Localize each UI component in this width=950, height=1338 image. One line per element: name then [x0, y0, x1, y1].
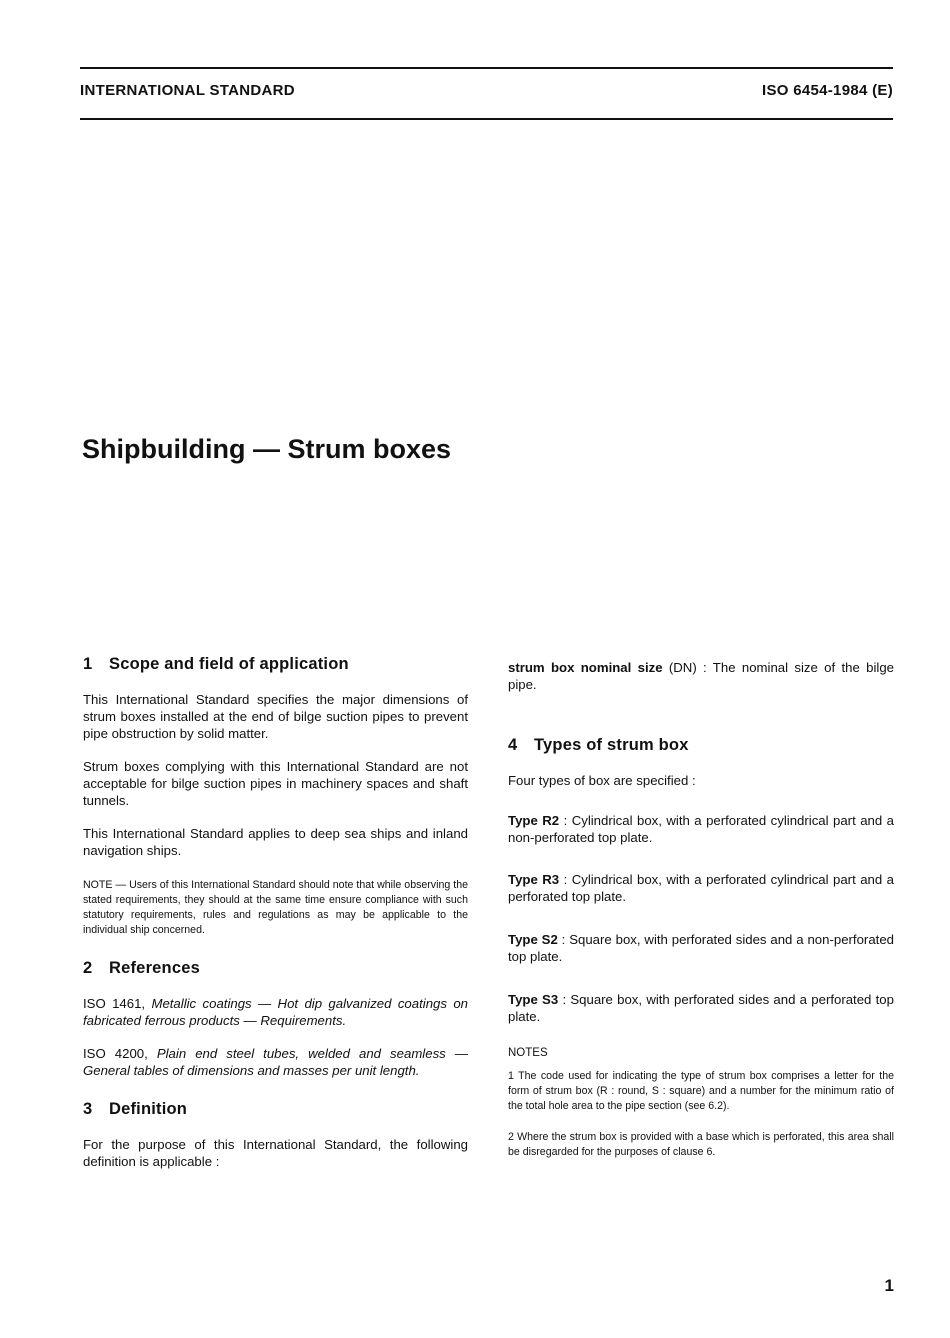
left-column	[83, 656, 468, 1186]
scope-paragraph-3: This International Standard applies to deep sea ships and inland navigation ships.	[83, 826, 468, 858]
header-document-number: ISO 6454-1984 (E)	[761, 82, 893, 99]
type-r3-label: Type R3	[508, 872, 560, 887]
reference-1-title: Metallic coatings — Hot dip galvanized coatings on fabricated ferrous products — Requirements.	[83, 996, 468, 1028]
section-2-title: References	[109, 959, 200, 977]
types-note-2: 2 Where the strum box is provided with a base which is perforated, this area shall be disregarded for the purposes of clause 6.	[508, 1131, 894, 1158]
type-r2-label: Type R2	[508, 813, 560, 828]
section-4-heading	[508, 737, 894, 754]
notes-label: NOTES	[508, 1047, 548, 1059]
section-4-title: Types of strum box	[534, 736, 689, 754]
header-rule-bottom	[80, 118, 893, 120]
type-s2-text: : Square box, with perforated sides and a non-perforated top plate.	[508, 932, 894, 964]
type-s3-label: Type S3	[508, 992, 559, 1007]
types-intro: Four types of box are specified :	[508, 773, 696, 788]
reference-1-code: ISO 1461,	[83, 996, 152, 1011]
document-title: Shipbuilding — Strum boxes	[82, 434, 452, 464]
definition-intro: For the purpose of this International Standard, the following definition is applicable :	[83, 1137, 468, 1169]
type-r3-item	[508, 871, 894, 905]
section-4-number: 4	[508, 736, 518, 754]
header-standard-label: INTERNATIONAL STANDARD	[80, 82, 295, 99]
right-column	[508, 659, 894, 1176]
definition-term: strum box nominal size	[508, 660, 663, 675]
header-rule-top	[80, 67, 893, 69]
section-1-heading	[83, 656, 468, 673]
type-s2-item	[508, 931, 894, 965]
type-r3-text: : Cylindrical box, with a perforated cylindrical part and a perforated top plate.	[508, 872, 894, 904]
type-r2-text: : Cylindrical box, with a perforated cylindrical part and a non-perforated top plate.	[508, 813, 894, 845]
definition-text: (DN) : The nominal size of the bilge pipe.	[508, 660, 894, 692]
type-s3-text: : Square box, with perforated sides and a perforated top plate.	[508, 992, 894, 1024]
scope-paragraph-1: This International Standard specifies the major dimensions of strum boxes installed at the end of bilge suction pipes to prevent pipe obstruction by solid matter.	[83, 692, 468, 741]
reference-iso-4200	[83, 1045, 468, 1079]
type-s2-label: Type S2	[508, 932, 558, 947]
section-3-number: 3	[83, 1100, 93, 1118]
section-2-number: 2	[83, 959, 93, 977]
section-1-number: 1	[83, 655, 93, 673]
type-r2-item	[508, 812, 894, 846]
section-3-heading	[83, 1101, 468, 1118]
section-1-title: Scope and field of application	[109, 655, 349, 673]
type-s3-item	[508, 991, 894, 1025]
reference-2-code: ISO 4200,	[83, 1046, 157, 1061]
scope-note: NOTE — Users of this International Standard should note that while observing the stated requirements, they should at the same time ensure compliance with such statutory requirements, rules and regulations as may be applicable to the individual ship concerned.	[83, 879, 468, 936]
section-2-heading	[83, 960, 468, 977]
section-3-title: Definition	[109, 1100, 188, 1118]
definition-entry	[508, 659, 894, 693]
scope-paragraph-2: Strum boxes complying with this International Standard are not acceptable for bilge suction pipes in machinery spaces and shaft tunnels.	[83, 759, 468, 808]
reference-iso-1461	[83, 995, 468, 1029]
reference-2-title: Plain end steel tubes, welded and seamless — General tables of dimensions and masses per unit length.	[83, 1046, 468, 1078]
page-number: 1	[884, 1276, 894, 1295]
types-note-1: 1 The code used for indicating the type of strum box comprises a letter for the form of strum box (R : round, S : square) and a number for the minimum ratio of the total hole area to the pipe section (see 6.2).	[508, 1070, 894, 1112]
